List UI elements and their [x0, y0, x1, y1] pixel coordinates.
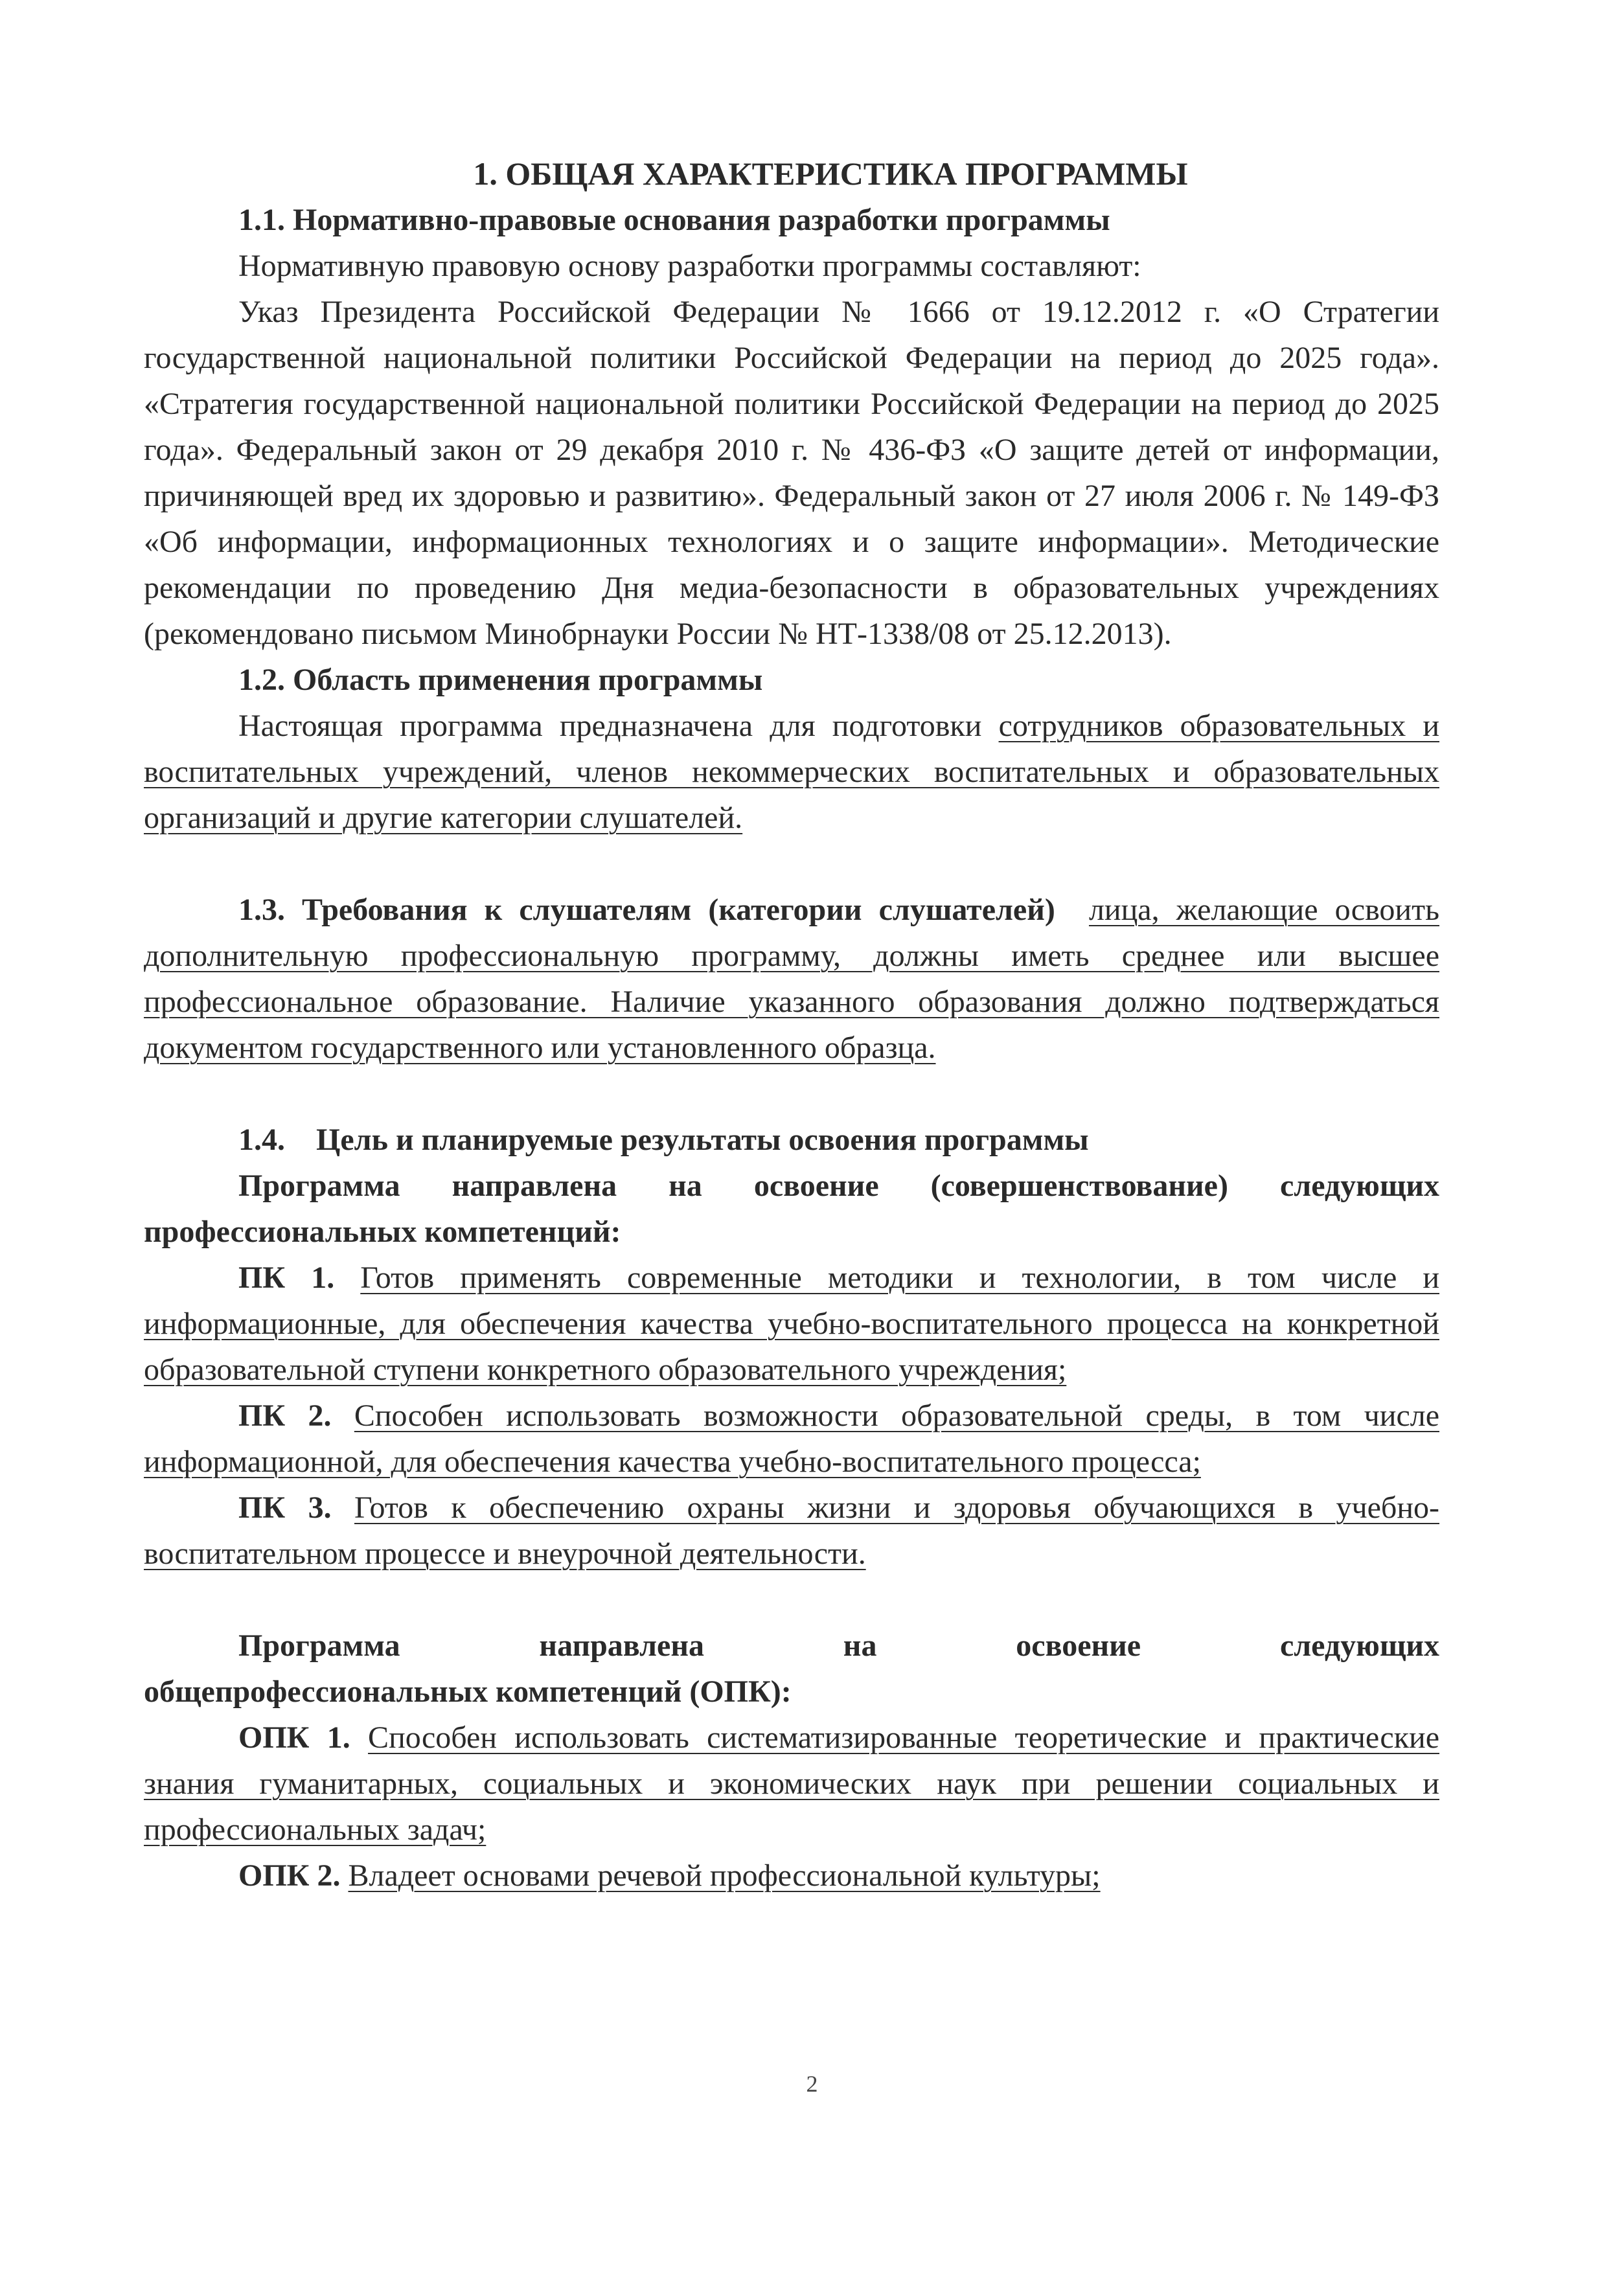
opk-intro-line2: общепрофессиональных компетенций (ОПК): — [144, 1674, 792, 1709]
opk-code: ОПК 1. — [238, 1720, 350, 1755]
page-number: 2 — [806, 2071, 818, 2097]
opk-item — [144, 1715, 1439, 1853]
section-1-1-heading: 1.1. Нормативно-правовые основания разработки программы — [238, 203, 1110, 237]
section-1-4-heading: 1.4. Цель и планируемые результаты освоения программы — [238, 1123, 1089, 1157]
pk-item — [144, 1485, 1439, 1577]
pk-item — [144, 1393, 1439, 1485]
spacer — [144, 1577, 1439, 1623]
pk-item — [144, 1255, 1439, 1393]
pk-code: ПК 2. — [238, 1399, 332, 1433]
section-1-3-heading: 1.3. Требования к слушателям (категории слушателей) — [238, 893, 1055, 927]
pk-code: ПК 1. — [238, 1261, 335, 1295]
section-1-1-body: Указ Президента Российской Федерации № 1666 от 19.12.2012 г. «О Стратегии государственной национальной политики Российской Федерации на период до 2025 года». «Стратегия государственной национальной политики Российской Федерации на период до 2025 года». Федеральный закон от 29 декабря 2010 г. № 436-ФЗ «О защите детей от информации, причиняющей вред их здоровью и развитию». Федеральный закон от 27 июля 2006 г. № 149-ФЗ «Об информации, информационных технологиях и о защите информации». Методические рекомендации по проведению Дня медиа-безопасности в образовательных учреждениях (рекомендовано письмом Минобрнауки России № НТ-1338/08 от 25.12.2013). — [144, 295, 1439, 651]
section-1-3-paragraph — [144, 887, 1439, 1071]
section-1-2-underlined: сотрудников образовательных и воспитательных учреждений, членов некоммерческих воспитательных и образовательных организаций и другие категории слушателей. — [144, 709, 1440, 835]
section-1-1-intro: Нормативную правовую основу разработки программы составляют: — [238, 249, 1141, 283]
document-content — [144, 150, 1439, 1899]
pk-text: Способен использовать возможности образовательной среды, в том числе информационной, для обеспечения качества учебно-воспитательного процесса; — [144, 1399, 1440, 1479]
spacer — [144, 1071, 1439, 1117]
spacer — [144, 841, 1439, 887]
opk-text: Способен использовать систематизированные теоретические и практические знания гуманитарных, социальных и экономических наук при решении социальных и профессиональных задач; — [144, 1720, 1440, 1847]
section-1-2-text: Настоящая программа предназначена для подготовки — [238, 709, 982, 743]
opk-text: Владеет основами речевой профессиональной культуры; — [348, 1858, 1101, 1893]
opk-code: ОПК 2. — [238, 1858, 341, 1893]
section-1-3-underlined: лица, желающие освоить дополнительную профессиональную программу, должны иметь среднее или высшее профессиональное образование. Наличие указанного образования должно подтверждаться документом государственного или установленного образца. — [144, 893, 1439, 1065]
pk-code: ПК 3. — [238, 1490, 332, 1525]
section-1-2-heading: 1.2. Область применения программы — [238, 663, 763, 697]
document-title: 1. ОБЩАЯ ХАРАКТЕРИСТИКА ПРОГРАММЫ — [473, 155, 1188, 192]
pk-text: Готов применять современные методики и технологии, в том числе и информационные, для обеспечения качества учебно-воспитательного процесса на конкретной образовательной ступени конкретного образовательного учреждения; — [144, 1261, 1440, 1387]
pk-intro: Программа направлена на освоение (совершенствование) следующих профессиональных компетенций: — [144, 1169, 1439, 1249]
opk-item — [144, 1853, 1439, 1899]
opk-intro-line1: Программа направлена на освоение следующих — [238, 1628, 1439, 1663]
section-1-2-paragraph — [144, 703, 1439, 841]
pk-text: Готов к обеспечению охраны жизни и здоровья обучающихся в учебно-воспитательном процессе и внеурочной деятельности. — [144, 1490, 1440, 1571]
